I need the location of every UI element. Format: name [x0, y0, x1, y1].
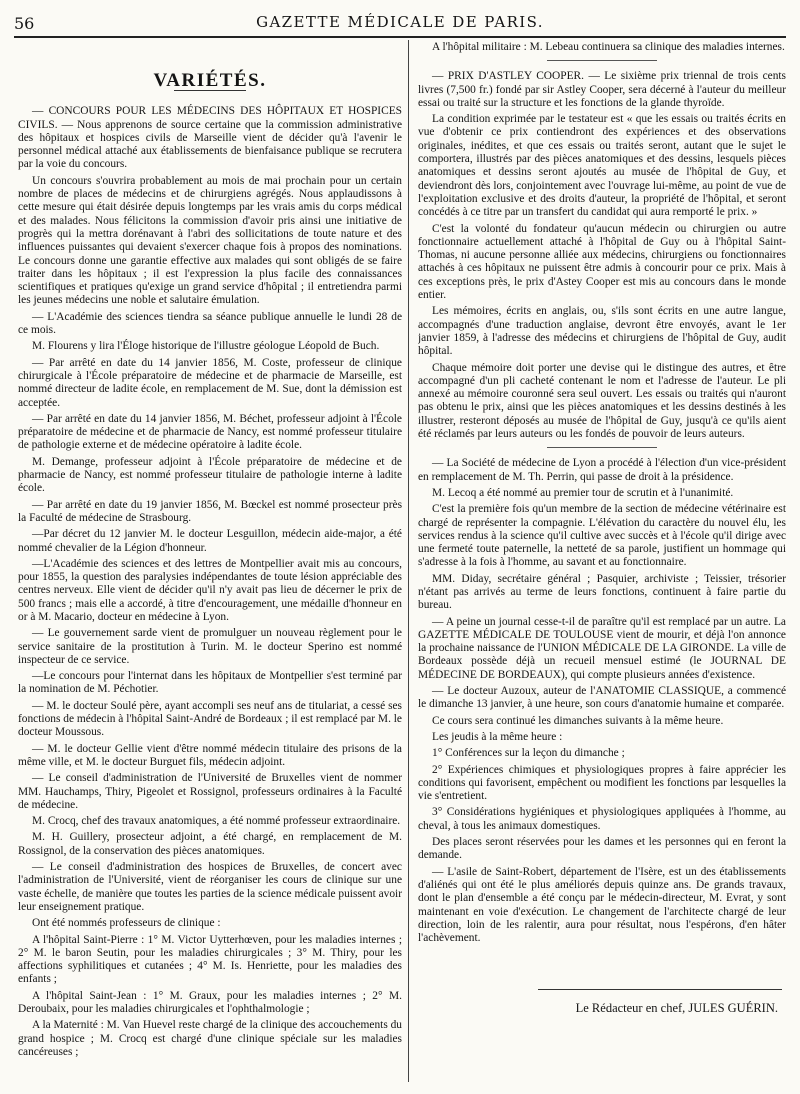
article-paragraph: A la Maternité : M. Van Huevel reste chargé de la clinique des accouchements du grand hospice ; M. Crocq est chargé d'une clinique spéciale sur les maladies cancéreuses ; — [18, 1019, 402, 1058]
right-paragraphs-c — [418, 457, 786, 945]
article-paragraph: — CONCOURS POUR LES MÉDECINS DES HÔPITAUX ET HOSPICES CIVILS. — Nous apprenons de source certaine que la commission administrative des hôpitaux et hospices civils de Marseille vient de décider qu'à l'avenir le personnel médical attaché aux établissements de bienfaisance publique se recrutera par la voie du concours. — [18, 105, 402, 171]
editor-signature: Le Rédacteur en chef, JULES GUÉRIN. — [575, 1001, 778, 1016]
article-paragraph: Ont été nommés professeurs de clinique : — [32, 917, 221, 930]
article-paragraph: 2° Expériences chimiques et physiologiques propres à faire apprécier les conditions qui favorisent, empêchent ou modifient les fonctions par lesquelles la vie s'entretient. — [418, 763, 786, 803]
article-paragraph: A l'hôpital Saint-Jean : 1° M. Graux, pour les maladies internes ; 2° M. Deroubaix, pour les maladies chirurgicales et l'ophthalmologie ; — [18, 989, 402, 1015]
right-paragraphs-a — [418, 41, 786, 54]
article-paragraph: — Par arrêté en date du 14 janvier 1856, M. Coste, professeur de clinique chirurgicale à l'École préparatoire de médecine et de pharmacie de Marseille, est nommé directeur de ladite école, en remplacement de M. Sue, dont la démission est acceptée. — [18, 356, 402, 409]
article-paragraph: Un concours s'ouvrira probablement au mois de mai prochain pour un certain nombre de places de médecins et de chirurgiens agrégés. Nous applaudissons à cette mesure qui était désirée depuis longtemps par les vrais amis du corps médical et des malades. Nous félicitons la commission d'avoir pris ainsi une initiative de progrès qui la mettra dorénavant à l'abri des sollicitations de toute nature et des influences puissantes qui devaient s'exercer chaque fois à propos des nominations. Le concours donne une garantie effective aux malades qui sont obligés de se faire traiter dans les hôpitaux ; il est l'expression la plus facile des connaissances scientifiques et pratiques qu'exige un grand service d'hôpital ; il entretiendra parmi les jeunes médecins une noble et salutaire émulation. — [18, 174, 402, 307]
separator-rule — [547, 447, 657, 448]
article-paragraph: A l'hôpital Saint-Pierre : 1° M. Victor Uytterhœven, pour les maladies internes ; 2° M. le baron Seutin, pour les maladies chirurgicales ; 3° M. Thiry, pour les affections syphilitiques et cutanées ; 4° M. Is. Henriette, pour les maladies des enfants ; — [18, 933, 402, 986]
article-paragraph: — A peine un journal cesse-t-il de paraître qu'il est remplacé par un autre. La GAZETTE MÉDICALE DE TOULOUSE vient de mourir, et déjà l'on annonce la prochaine naissance de l'UNION MÉDICALE DE LA GIRONDE. La ville de Bordeaux possède déjà un recueil mensuel estimé (le JOURNAL DE MÉDECINE DE BORDEAUX), qui compte plusieurs années d'existence. — [418, 615, 786, 681]
column-divider — [408, 40, 409, 1082]
left-paragraphs — [18, 105, 402, 1059]
right-column — [418, 41, 786, 1086]
signature-rule — [538, 989, 782, 990]
article-paragraph: M. Flourens y lira l'Éloge historique de l'illustre géologue Léopold de Buch. — [32, 340, 380, 353]
article-paragraph: — La Société de médecine de Lyon a procédé à l'élection d'un vice-président en remplacement de M. Th. Perrin, qui passe de droit à la présidence. — [418, 457, 786, 483]
header-rule — [14, 36, 786, 38]
article-paragraph: 3° Considérations hygiéniques et physiologiques appliquées à l'homme, au cheval, à tous les animaux domestiques. — [418, 806, 786, 832]
article-paragraph: — L'Académie des sciences tiendra sa séance publique annuelle le lundi 28 de ce mois. — [18, 310, 402, 337]
article-paragraph: Chaque mémoire doit porter une devise qui le distingue des autres, et être accompagné d'un pli cacheté contenant le nom et l'adresse de l'auteur. Le pli annexé au mémoire couronné sera seul ouvert. Les essais ou traités qui n'auront pas obtenu le prix, ainsi que les pièces anatomiques et les dessins destinés à les illustrer, resteront déposés au musée de l'hôpital de Guy, jusqu'à ce qu'ils aient été réclamés par leurs auteurs ou les fondés de pouvoir de leurs auteurs. — [418, 361, 786, 441]
article-paragraph: Les jeudis à la même heure : — [432, 730, 563, 743]
article-paragraph: M. Lecoq a été nommé au premier tour de scrutin et à l'unanimité. — [432, 486, 734, 499]
article-paragraph: C'est la volonté du fondateur qu'aucun médecin ou chirurgien ou autre fonctionnaire actuellement attaché à l'hôpital de Guy ou à l'hôpital Saint-Thomas, ni aucune personne alliée aux médecins, chirurgiens ou fonctionnaires attachés à ces hôpitaux ne puissent être admis à concourir pour ce prix. Mais à ces exceptions près, le prix d'Astey Cooper est mis au concours dans le monde entier. — [418, 222, 786, 302]
article-paragraph: A l'hôpital militaire : M. Lebeau continuera sa clinique des maladies internes. — [432, 41, 785, 53]
section-title: VARIÉTÉS. — [153, 70, 267, 91]
article-paragraph: — L'asile de Saint-Robert, département de l'Isère, est un des établissements d'aliénés qui ont été le plus améliorés depuis quinze ans. De grands travaux, dont le plan d'ensemble a été conçu par le médecin-directeur, M. Evrat, y sont maintenant en voie d'exécution. Le changement de l'architecte chargé de leur direction, loin de les ralentir, aura pour résultat, nous l'espérons, d'en hâter l'achèvement. — [418, 865, 786, 945]
article-paragraph: — PRIX D'ASTLEY COOPER. — Le sixième prix triennal de trois cents livres (7,500 fr.) fondé par sir Astley Cooper, sera décerné à l'auteur du meilleur essai ou traité sur la structure et les fonctions de la glande thyroïde. — [418, 70, 786, 109]
article-paragraph: Des places seront réservées pour les dames et les personnes qui en feront la demande. — [418, 836, 786, 862]
article-paragraph: — Le conseil d'administration de l'Université de Bruxelles vient de nommer MM. Hauchamps, Thiry, Pigeolet et Rossignol, professeurs ordinaires à la Faculté de médecine. — [18, 772, 402, 811]
article-paragraph: Les mémoires, écrits en anglais, ou, s'ils sont écrits en une autre langue, accompagnés d'une traduction anglaise, devront être envoyés, avant le 1er janvier 1859, à l'adresse des médecins et chirurgiens de l'hôpital de Guy, audit hôpital. — [418, 305, 786, 358]
article-paragraph: M. Demange, professeur adjoint à l'École préparatoire de médecine et de pharmacie de Nancy, est nommé professeur titulaire de pathologie interne à ladite école. — [18, 455, 402, 495]
article-paragraph: — Le gouvernement sarde vient de promulguer un nouveau règlement pour le service sanitaire de la prostitution à Turin. M. le docteur Sperino est nommé inspecteur de ce service. — [18, 627, 402, 666]
article-paragraph: — Le conseil d'administration des hospices de Bruxelles, de concert avec l'administration de l'Université, vient de réorganiser les cours de clinique sur une vaste échelle, de manière que toutes les parties de la science médicale puissent avoir leur enseignement pratique. — [18, 861, 402, 913]
article-paragraph: Ce cours sera continué les dimanches suivants à la même heure. — [432, 714, 724, 727]
article-paragraph: M. Crocq, chef des travaux anatomiques, a été nommé professeur extraordinaire. — [32, 815, 401, 828]
article-paragraph: — Par arrêté en date du 14 janvier 1856, M. Béchet, professeur adjoint à l'École préparatoire de médecine et de pharmacie de Nancy, est nommé professeur titulaire de pathologie externe et de médecine opératoire à ladite école. — [18, 412, 402, 452]
article-paragraph: La condition exprimée par le testateur est « que les essais ou traités écrits en vue d'obtenir ce prix contiendront des expériences et des observations originales, inédites, et que ces essais ou traités seront, autant que le sujet le comportera, illustrés par des pièces anatomiques et des dessins, lesquels pièces anatomiques et dessins seront ajoutés au musée de l'hôpital de Guy, et deviendront dès lors, conjointement avec l'ouvrage lui-même, au point de vue de l'exploitation exclusive et des droits d'auteur, la propriété de l'hôpital, et seront concédés à ce titre par un transfert du candidat qui aura remporté le prix. » — [418, 113, 786, 219]
article-paragraph: —Le concours pour l'internat dans les hôpitaux de Montpellier s'est terminé par la nomination de M. Péchotier. — [18, 670, 402, 696]
article-paragraph: M. H. Guillery, prosecteur adjoint, a été chargé, en remplacement de M. Rossignol, de la conservation des pièces anatomiques. — [18, 831, 402, 857]
article-paragraph: — Le docteur Auzoux, auteur de l'ANATOMIE CLASSIQUE, a commencé le dimanche 13 janvier, à une heure, son cours d'anatomie humaine et comparée. — [418, 685, 786, 711]
separator-rule — [547, 60, 657, 61]
article-paragraph: —Par décret du 12 janvier M. le docteur Lesguillon, médecin aide-major, a été nommé chevalier de la Légion d'honneur. — [18, 528, 402, 554]
page-number: 56 — [14, 14, 35, 33]
article-paragraph: — M. le docteur Gellie vient d'être nommé médecin titulaire des prisons de la même ville, et M. le docteur Burguet fils, médecin adjoint. — [18, 742, 402, 768]
running-title: GAZETTE MÉDICALE DE PARIS. — [256, 13, 544, 31]
article-paragraph: — Par arrêté en date du 19 janvier 1856, M. Bœckel est nommé prosecteur près la Faculté de médecine de Strasbourg. — [18, 498, 402, 524]
article-paragraph: C'est la première fois qu'un membre de la section de médecine vétérinaire est chargé de représenter la compagnie. L'élévation du caractère du nouvel élu, les services rendus à la science qu'il cultive avec succès et à l'école qu'il dirige avec une fermeté toute paternelle, la netteté de sa parole, justifient un hommage qui s'adresse à la fois à l'homme, au savant et au fonctionnaire. — [418, 503, 786, 569]
article-paragraph: —L'Académie des sciences et des lettres de Montpellier avait mis au concours, pour 1855, la question des paralysies indépendantes de toute lésion appréciable des centres nerveux. Elle vient de décider qu'il n'y avait pas lieu de décerner le prix de 500 francs ; mais elle a accordé, à titre d'encouragement, une médaille d'honneur en or à M. Macario, docteur en médecine à Lyon. — [18, 557, 402, 623]
left-column — [18, 41, 402, 1086]
page-header — [14, 6, 786, 36]
right-paragraphs-b — [418, 70, 786, 441]
article-paragraph: 1° Conférences sur la leçon du dimanche ; — [432, 747, 625, 760]
article-paragraph: MM. Diday, secrétaire général ; Pasquier, archiviste ; Teissier, trésorier n'étant pas arrivés au terme de leurs fonctions, continuent à faire partie du bureau. — [418, 572, 786, 612]
article-paragraph: — M. le docteur Soulé père, ayant accompli ses neuf ans de titulariat, a cessé ses fonctions de médecin à l'hôpital Saint-André de Bordeaux ; il est remplacé par M. le docteur Moussous. — [18, 699, 402, 739]
